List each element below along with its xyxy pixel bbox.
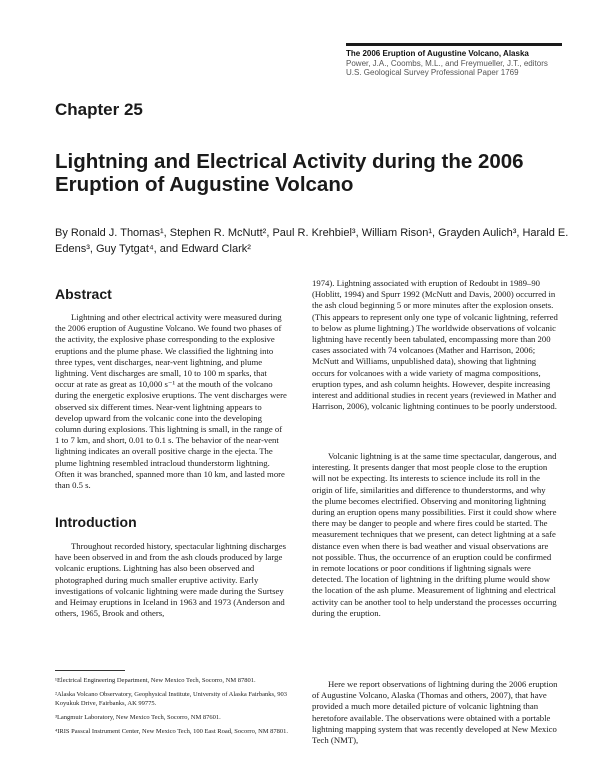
authors: By Ronald J. Thomas¹, Stephen R. McNutt², Paul R. Krehbiel³, William Rison¹, Grayden Aulich³, Harald E. Edens³, Guy Tytgat⁴, and Edward Clark² (55, 227, 569, 255)
footnote-2: ²Alaska Volcano Observatory, Geophysical Institute, University of Alaska Fairbanks, 903 Koyukuk Drive, Fairbanks, AK 99775. (55, 691, 287, 707)
series-title: The 2006 Eruption of Augustine Volcano, Alaska (346, 49, 529, 58)
series-header (346, 49, 586, 78)
chapter-label: Chapter 25 (55, 100, 143, 119)
footnote-rule (55, 670, 125, 671)
page-title: Lightning and Electrical Activity during the 2006 Eruption of Augustine Volcano (55, 150, 524, 196)
intro-paragraph-1: Throughout recorded history, spectacular lightning discharges have been observed in and from the ash clouds produced by large volcanic eruptions. Lightning has also been observed and photographed during much smaller eruptive activity. Early investigations of volcanic lightning were made during the Surtsey and Heimay eruptions in Iceland in 1963 and 1973 (Anderson and others, 1965, Brook and others, (55, 541, 286, 619)
series-paper: U.S. Geological Survey Professional Paper 1769 (346, 68, 519, 78)
footnote-4: ⁴IRIS Passcal Instrument Center, New Mexico Tech, 100 East Road, Socorro, NM 87801. (55, 728, 289, 735)
abstract-heading: Abstract (55, 286, 112, 302)
header-rule (346, 43, 562, 46)
introduction-heading: Introduction (55, 514, 137, 530)
footnote-1: ¹Electrical Engineering Department, New Mexico Tech, Socorro, NM 87801. (55, 677, 256, 684)
series-editors: Power, J.A., Coombs, M.L., and Freymueller, J.T., editors (346, 58, 548, 68)
intro-paragraph-3: Here we report observations of lightning during the 2006 eruption of Augustine Volcano, Alaska (Thomas and others, 2007), that have provided a much more detailed picture of volcanic lightning than heretofore available. The observations were obtained with a portable lightning mapping system that was recently developed at New Mexico Tech (NMT), (312, 679, 558, 746)
intro-paragraph-2: Volcanic lightning is at the same time spectacular, dangerous, and interesting. It presents danger that most people close to the eruption will not be expecting. Its interests to science include its roll in the origin of life, similarities and difference to thunderstorms, and why the plume becomes electrified. Observing and monitoring lightning during an eruption opens many possibilities. First it could show where there may be danger to people and where fires could be started. The measurement techniques that we present, can detect lightning at a safe distance even when there is bad weather and visual observations are not possible. Thus, the occurrence of an eruption could be confirmed in remote locations or poor conditions if lightning signals were detected. The location of lightning in the drifting plume would show the location of the ash plume. Measurement of lightning and electrical activity can be another tool to help understand the processes occurring during the eruption. (312, 451, 557, 618)
abstract-text: Lightning and other electrical activity were measured during the 2006 eruption of Augustine Volcano. We found two phases of the activity, the explosive phase corresponding to the explosive eruptions and the plume phase. We classified the lightning into three types, vent discharges, near-vent lightning, and plume lightning. Vent discharges are small, 10 to 100 m sparks, that occur at rate as great as 10,000 s⁻¹ at the mouth of the volcano during the energetic explosive eruptions. The vent discharges were observed six different times. Near-vent lightning appears to develop upward from the volcanic cone into the developing column during explosions. This lightning is small, in the range of 1 to 7 km, and short, 0.01 to 0.1 s. The behavior of the near-vent lightning indicates an overall positive charge in the ejecta. The plume lightning resembled intracloud thunderstorm lightning. Often it was branched, spanned more than 10 km, and lasted more than 0.5 s. (55, 312, 287, 491)
intro-paragraph-1-continued: 1974). Lightning associated with eruption of Redoubt in 1989–90 (Hoblitt, 1994) and Spurr 1992 (McNutt and Davis, 2000) occurred in the ash cloud beginning 5 or more minutes after the explosion onsets. (This appears to represent only one type of volcanic lightning, referred to below as plume lightning.) The worldwide observations of volcanic lightning have recently been tabulated, encompassing more than 200 cases associated with 74 volcanoes (Mather and Harrison, 2006; McNutt and Williams, unpublished data), showing that lightning occurs for volcanoes with a wide variety of magma compositions, eruption types, and ash column heights. However, despite increasing interest and additional studies in recent years (reviewed in Mather and Harrison, 2006), volcanic lightning continues to be poorly understood. (312, 278, 558, 412)
footnote-3: ³Langmuir Laboratory, New Mexico Tech, Socorro, NM 87601. (55, 714, 221, 721)
